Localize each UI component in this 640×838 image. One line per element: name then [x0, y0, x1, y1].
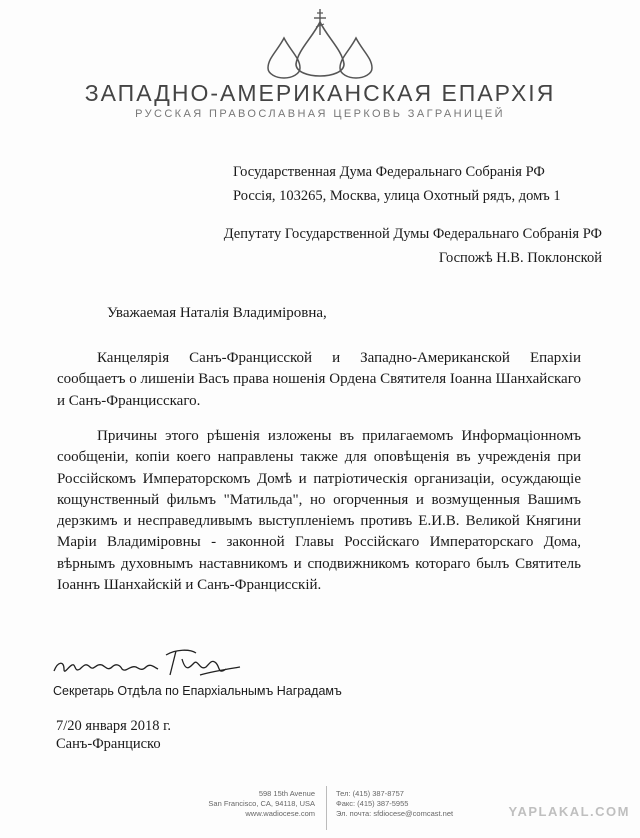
footer-divider: [326, 786, 327, 830]
addressee-line-4: Госпожѣ Н.В. Поклонской: [438, 250, 602, 266]
addressee-line-2: Россія, 103265, Москва, улица Охотный рядъ, домъ 1: [233, 188, 561, 204]
footer-website: www.wadiocese.com: [245, 809, 315, 818]
handwritten-signature: [50, 645, 250, 681]
footer-fax: Факс: (415) 387-5955: [336, 799, 409, 808]
salutation: Уважаемая Наталія Владиміровна,: [107, 305, 327, 321]
footer-contacts: [336, 789, 453, 819]
footer-address: [208, 789, 315, 819]
church-domes-icon: [262, 20, 378, 80]
body-paragraph-2: Причины этого рѣшенія изложены въ прилагаемомъ Информаціонномъ сообщеніи, копіи коего направлены также для оповѣщенія въ учрежденія при Россійскомъ Императорскомъ Домѣ и патріотическія организаціи, осуждающіе кощунственный фильмъ "Матильда", но огорченныя и возмущенныя Вашимъ дерзкимъ и несправедливымъ выступленіемъ противъ Е.И.В. Великой Княгини Маріи Владиміровны - законной Главы Россійскаго Императорскаго Дома, вѣрнымъ духовнымъ наставникомъ и сподвижникомъ котораго былъ Святитель Іоаннъ Шанхайскій и Санъ-Францисскій.: [57, 428, 581, 594]
diocese-title: ЗАПАДНО-АМЕРИКАНСКАЯ ЕПАРХІЯ: [84, 80, 556, 106]
letter-city: Санъ-Франциско: [56, 736, 161, 752]
secretary-title: Секретарь Отдѣла по Епархіальнымъ Наградамъ: [53, 684, 342, 698]
footer-street: 598 15th Avenue: [258, 789, 315, 798]
letter-date: 7/20 января 2018 г.: [56, 718, 172, 734]
site-watermark: YAPLAKAL.COM: [508, 804, 630, 819]
footer-city: San Francisco, CA, 94118, USA: [208, 799, 315, 808]
body-paragraph-1: Канцелярія Санъ-Францисской и Западно-Американской Епархіи сообщаетъ о лишеніи Васъ права ношенія Ордена Святителя Іоанна Шанхайскаго и Санъ-Францисскаго.: [57, 350, 581, 409]
addressee-line-1: Государственная Дума Федеральнаго Собранія РФ: [233, 164, 545, 180]
diocese-subtitle: РУССКАЯ ПРАВОСЛАВНАЯ ЦЕРКОВЬ ЗАГРАНИЦЕЙ: [135, 108, 505, 120]
footer-email: Эл. почта: sfdiocese@comcast.net: [336, 809, 454, 818]
footer-phone: Тел: (415) 387-8757: [336, 789, 404, 798]
addressee-line-3: Депутату Государственной Думы Федеральнаго Собранія РФ: [223, 226, 602, 242]
